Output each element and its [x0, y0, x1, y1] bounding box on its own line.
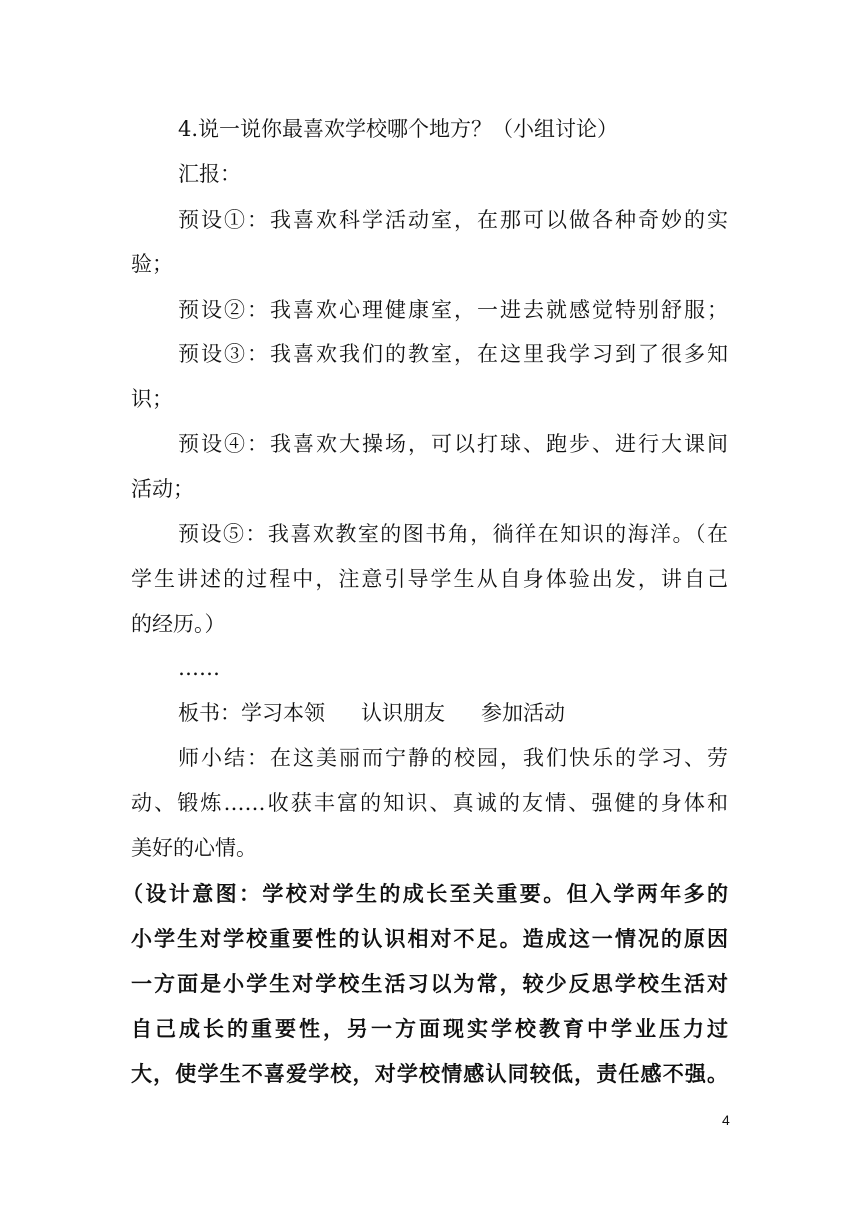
- blackboard-notes: [178, 698, 565, 728]
- preset-5-line-2: 学生讲述的过程中，注意引导学生从自身体验出发，讲自己: [131, 567, 728, 591]
- preset-5-line-3: 的经历。）: [131, 612, 226, 636]
- preset-3-line-2: 识；: [131, 387, 173, 411]
- preset-4-line-2: 活动；: [131, 477, 194, 501]
- blackboard-item-1: 板书：学习本领: [178, 701, 325, 725]
- summary-line-3: 美好的心情。: [131, 836, 257, 860]
- summary-line-2: 动、锻炼……收获丰富的知识、真诚的友情、强健的身体和: [131, 791, 728, 815]
- preset-5-line-1: 预设⑤：我喜欢教室的图书角，徜徉在知识的海洋。（在: [178, 522, 728, 546]
- preset-1-line-1: 预设①：我喜欢科学活动室，在那可以做各种奇妙的实: [178, 208, 728, 232]
- design-intent-line-1: （设计意图：学校对学生的成长至关重要。但入学两年多的: [122, 882, 728, 906]
- preset-3-line-1: 预设③：我喜欢我们的教室，在这里我学习到了很多知: [178, 342, 728, 366]
- blackboard-item-2: 认识朋友: [361, 701, 445, 725]
- report-label: 汇报：: [178, 162, 241, 186]
- summary-line-1: 师小结：在这美丽而宁静的校园，我们快乐的学习、劳: [178, 746, 728, 770]
- question-4: 4.说一说你最喜欢学校哪个地方？（小组讨论）: [178, 117, 619, 141]
- design-intent-line-4: 自己成长的重要性，另一方面现实学校教育中学业压力过: [131, 1017, 728, 1041]
- preset-2: 预设②：我喜欢心理健康室，一进去就感觉特别舒服；: [178, 298, 728, 322]
- design-intent-line-3: 一方面是小学生对学校生活习以为常，较少反思学校生活对: [131, 972, 728, 996]
- preset-1-line-2: 验；: [131, 252, 173, 276]
- preset-4-line-1: 预设④：我喜欢大操场，可以打球、跑步、进行大课间: [178, 432, 728, 456]
- design-intent-line-5: 大，使学生不喜爱学校，对学校情感认同较低，责任感不强。: [131, 1062, 728, 1086]
- page-number: 4: [722, 1112, 730, 1128]
- design-intent-line-2: 小学生对学校重要性的认识相对不足。造成这一情况的原因: [131, 927, 728, 951]
- ellipsis: ……: [178, 656, 220, 680]
- blackboard-item-3: 参加活动: [481, 701, 565, 725]
